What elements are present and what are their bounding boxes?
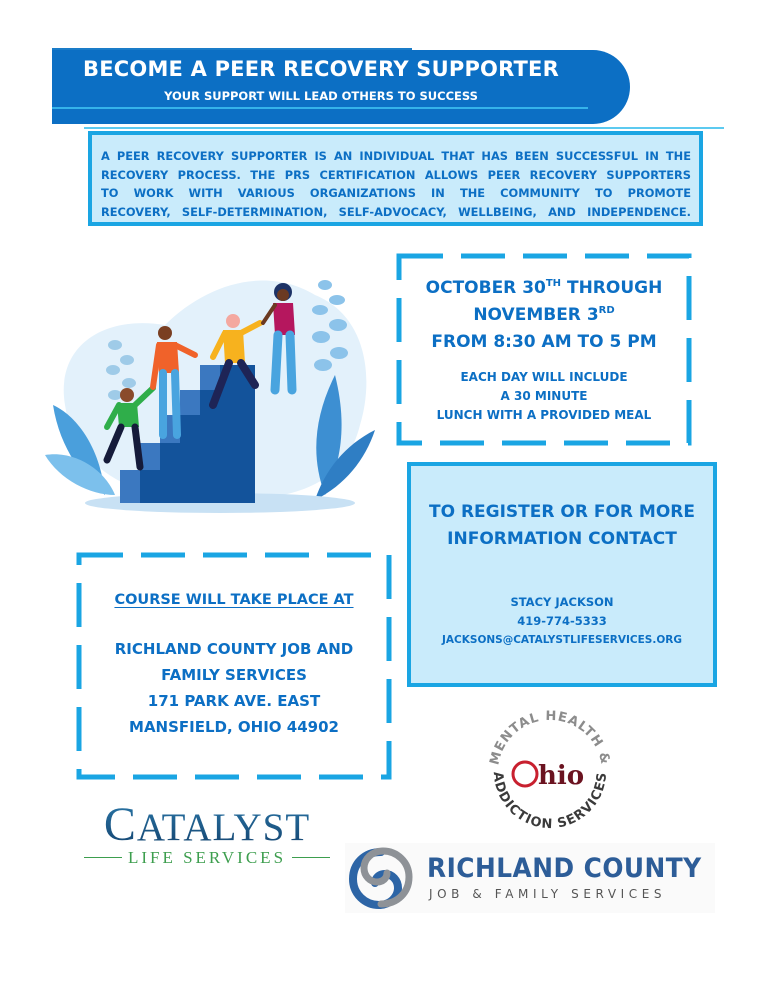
swirl-icon xyxy=(348,846,414,910)
ohio-mhas-logo xyxy=(480,710,620,835)
catalyst-wordmark: CATALYST xyxy=(72,800,342,853)
contact-box xyxy=(407,462,717,687)
catalyst-life-services-logo xyxy=(72,800,342,875)
contact-phone[interactable]: 419-774-5333 xyxy=(517,614,607,628)
svg-text:hio: hio xyxy=(538,761,585,791)
richland-subtitle: JOB & FAMILY SERVICES xyxy=(429,887,667,901)
schedule-dates-line2: NOVEMBER 3RD xyxy=(473,305,615,325)
svg-text:ADDICTION SERVICES: ADDICTION SERVICES xyxy=(489,771,611,833)
schedule-lunch-note: EACH DAY WILL INCLUDE A 30 MINUTE LUNCH WITH A PROVIDED MEAL xyxy=(436,370,652,422)
description-line: RECOVERY, SELF-DETERMINATION, SELF-ADVOCACY, WELLBEING, AND INDEPENDENCE. xyxy=(101,204,691,219)
svg-text:MENTAL HEALTH &: MENTAL HEALTH & xyxy=(487,710,613,767)
header-banner xyxy=(52,50,630,124)
schedule-dates-line1: OCTOBER 30TH THROUGH xyxy=(425,278,663,298)
location-heading: COURSE WILL TAKE PLACE AT xyxy=(114,592,354,608)
contact-heading: TO REGISTER OR FOR MORE INFORMATION CONTACT xyxy=(428,502,695,549)
description-line: A PEER RECOVERY SUPPORTER IS AN INDIVIDUAL THAT HAS BEEN SUCCESSFUL IN THE xyxy=(101,149,691,163)
location-address: RICHLAND COUNTY JOB AND FAMILY SERVICES 171 PARK AVE. EAST MANSFIELD, OHIO 44902 xyxy=(114,640,354,736)
location-box xyxy=(76,552,392,780)
catalyst-tagline: LIFE SERVICES xyxy=(72,848,342,868)
richland-title: RICHLAND COUNTY xyxy=(427,853,702,884)
richland-county-jfs-logo xyxy=(345,843,715,913)
description-line: TO WORK WITH VARIOUS ORGANIZATIONS IN THE COMMUNITY TO PROMOTE xyxy=(101,186,691,201)
banner-bottom-rule xyxy=(84,127,724,129)
flyer-title: BECOME A PEER RECOVERY SUPPORTER xyxy=(83,57,559,81)
contact-email[interactable]: JACKSONS@CATALYSTLIFESERVICES.ORG xyxy=(442,634,682,646)
schedule-hours: FROM 8:30 AM TO 5 PM xyxy=(431,332,657,352)
flyer-subtitle: YOUR SUPPORT WILL LEAD OTHERS TO SUCCESS xyxy=(164,89,478,103)
banner-divider xyxy=(52,107,588,109)
people-climbing-stairs-illustration xyxy=(45,255,390,520)
description-line: RECOVERY PROCESS. THE PRS CERTIFICATION ALLOWS PEER RECOVERY SUPPORTERS xyxy=(101,167,691,182)
contact-name: STACY JACKSON xyxy=(510,595,614,609)
schedule-box xyxy=(396,253,692,446)
description-box xyxy=(88,131,703,226)
